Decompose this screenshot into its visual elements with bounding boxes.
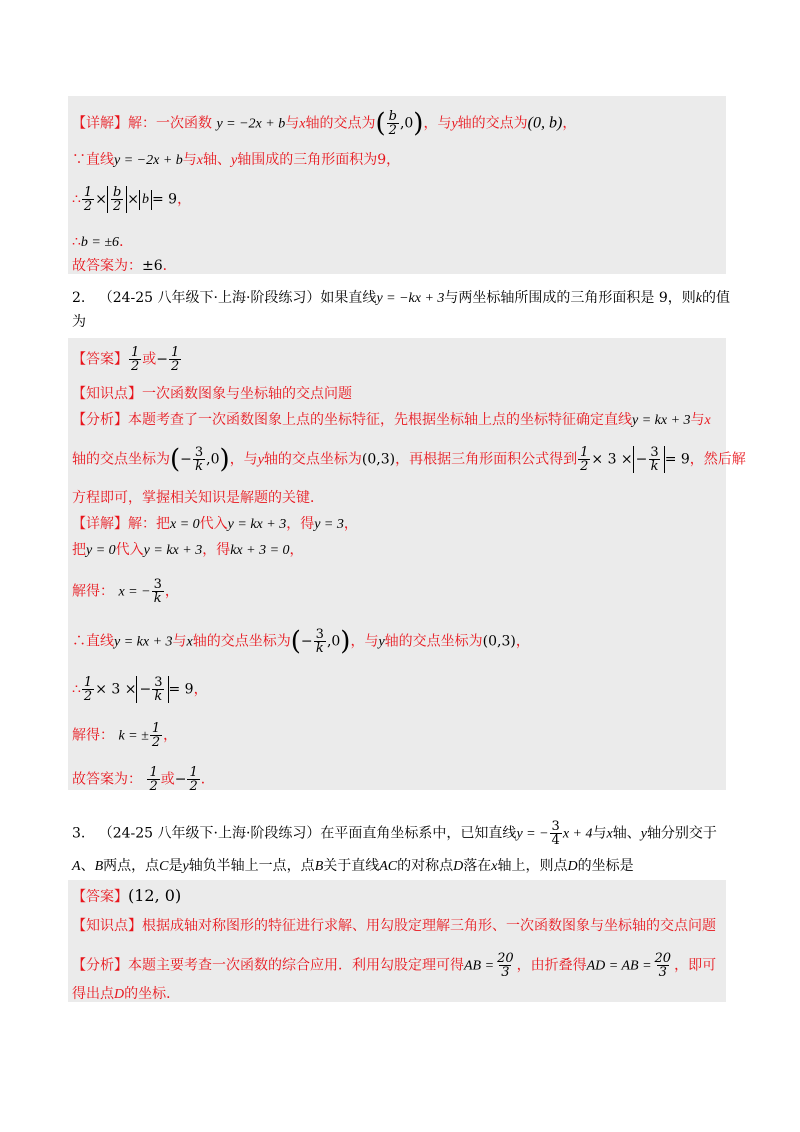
q2-question-line2: 为 — [72, 314, 86, 330]
q2-detail-line5: ∴ $\frac{1}{2}$ × 3 × − $\frac{3}{k}$ = 9， — [72, 675, 208, 704]
q3-analysis-line2: 得出点D的坐标． — [72, 986, 181, 1002]
q3-knowledge-point: 【知识点】根据成轴对称图形的特征进行求解、用勾股定理解三角形、一次函数图象与坐标轴的交点问题 — [72, 918, 716, 934]
q2-analysis-line1: 【分析】本题考查了一次函数图象上点的坐标特征，先根据坐标轴上点的坐标特征确定直线y = kx + 3与x — [72, 412, 711, 428]
q3-analysis-line1: 【分析】本题主要考查一次函数的综合应用．利用勾股定理可得AB = $\frac{20}{3}$ ，由折叠得AD = AB = $\frac{20}{3}$ ，即可 — [72, 951, 717, 980]
q2-detail-line2: 把y = 0代入y = kx + 3，得kx + 3 = 0， — [72, 542, 304, 558]
q2-detail-line3: 解得： x = − $\frac{3}{k}$ ， — [72, 577, 179, 606]
q2-detail-line6: 解得： k = ± $\frac{1}{2}$ ， — [72, 721, 178, 750]
q2-detail-line1: 【详解】解：把x = 0代入y = kx + 3，得y = 3， — [72, 516, 358, 532]
q2-detail-line4: ∴直线y = kx + 3与x轴的交点坐标为(− $\frac{3}{k}$ ,0)，与y轴的交点坐标为(0,3)， — [72, 626, 530, 657]
q2-analysis-line3: 方程即可，掌握相关知识是解题的关键． — [72, 490, 324, 506]
q1-line2: ∵直线y = −2x + b与x轴、y轴围成的三角形面积为9， — [72, 152, 401, 168]
q2-question-line1: 2. （24-25 八年级下·上海·阶段练习）如果直线y = −kx + 3与两坐标轴所围成的三角形面积是 9，则k的值 — [72, 290, 730, 306]
q1-line3: ∴ $\frac{1}{2}$ × $\frac{b}{2}$ × b = 9， — [72, 185, 192, 214]
q1-line4: ∴b = ±6． — [72, 234, 134, 250]
q1-detail-line: 【详解】解：一次函数 y = −2x + b与x轴的交点为( $\frac{b}{2}$ ,0)，与y轴的交点为(0, b)， — [72, 108, 577, 139]
q3-question-line1: 3. （24-25 八年级下·上海·阶段练习）在平面直角坐标系中，已知直线y = − $\frac{3}{4}$ x + 4与x轴、y轴分别交于 — [72, 819, 717, 848]
q3-question-line2: A、B两点，点C是y轴负半轴上一点，点B关于直线AC的对称点D落在x轴上，则点D的坐标是 — [72, 858, 634, 874]
q2-detail-line7: 故答案为： $\frac{1}{2}$ 或− $\frac{1}{2}$ ． — [72, 765, 215, 794]
q1-line5: 故答案为：±6． — [72, 258, 177, 274]
q2-answer: 【答案】 $\frac{1}{2}$ 或− $\frac{1}{2}$ — [72, 345, 180, 374]
q2-analysis-line2: 轴的交点坐标为(− $\frac{3}{k}$ ,0)，与y轴的交点坐标为(0,3)，再根据三角形面积公式得到 $\frac{1}{2}$ × 3 × − $\frac{3}{k}$ = 9，然后解 — [72, 444, 746, 475]
q2-knowledge-point: 【知识点】一次函数图象与坐标轴的交点问题 — [72, 386, 352, 402]
q3-answer: 【答案】(12, 0) — [72, 886, 182, 905]
